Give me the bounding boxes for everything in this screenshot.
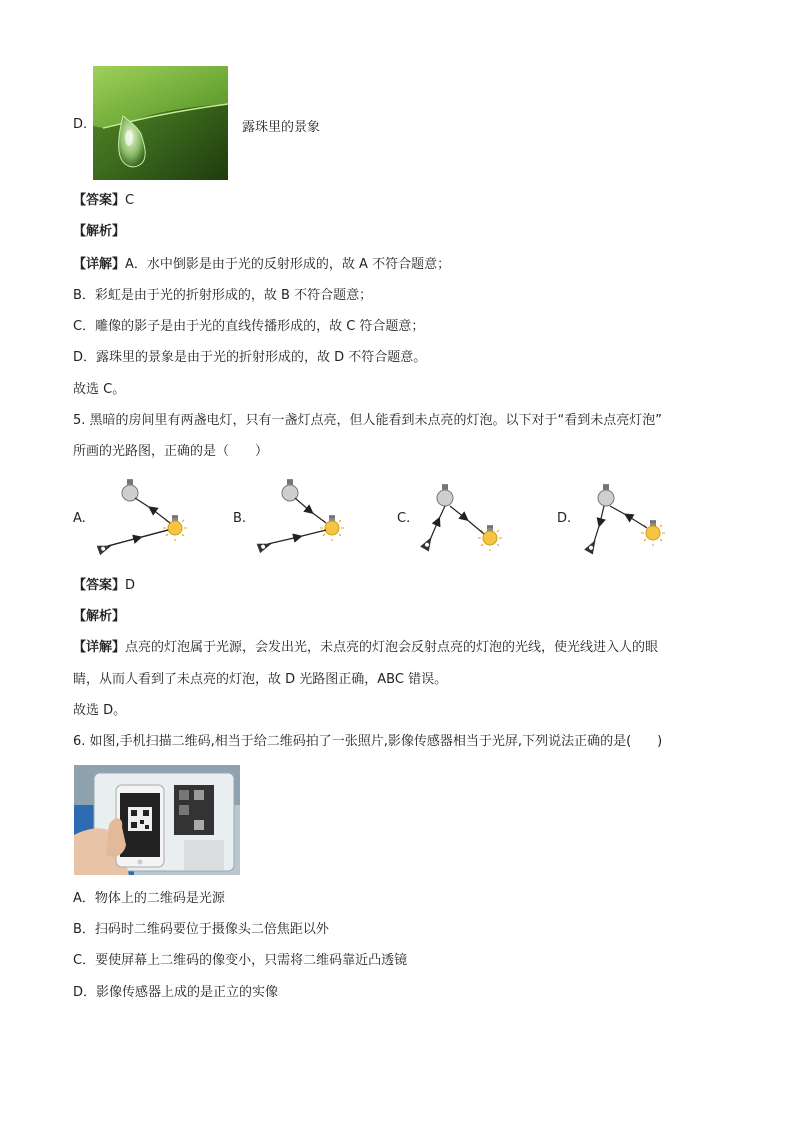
q6-stem: 6. 如图,手机扫描二维码,相当于给二维码拍了一张照片,影像传感器相当于光屏,下列说法正确的是( ): [73, 734, 663, 749]
q6-option-c: C．要使屏幕上二维码的像变小，只需将二维码靠近凸透镜: [73, 953, 408, 968]
q6-option-d: D．影像传感器上成的是正立的实像: [73, 985, 279, 1000]
q5-option-a-label: A.: [73, 511, 86, 526]
dew-drop-photo: [93, 66, 228, 180]
q4-analysis-tag: [73, 223, 125, 241]
detail-tag: 【详解】: [73, 640, 126, 655]
q4-answer: [73, 192, 134, 210]
answer-tag: 【答案】: [73, 578, 126, 593]
light-path-diagrams: [90, 478, 690, 558]
detail-tag: 【详解】: [73, 257, 126, 272]
qr-scan-photo: [74, 765, 240, 875]
option-d-caption: 露珠里的景象: [242, 120, 321, 135]
q4-detail-line-4: D．露珠里的景象是由于光的折射形成的，故 D 不符合题意。: [73, 350, 427, 365]
q4-detail-line-2: B．彩虹是由于光的折射形成的，故 B 不符合题意；: [73, 288, 373, 303]
diagram-d: [584, 484, 665, 555]
q5-stem-line-2: 所画的光路图，正确的是（ ）: [73, 444, 269, 459]
q5-detail-line-1: [73, 639, 658, 657]
q5-answer: [73, 577, 135, 595]
q5-analysis-tag: [73, 608, 125, 626]
detail-text: 点亮的灯泡属于光源，会发出光，未点亮的灯泡会反射点亮的灯泡的光线，使光线进入人的眼: [125, 640, 659, 655]
q5-detail-line-2: 睛，从而人看到了未点亮的灯泡，故 D 光路图正确，ABC 错误。: [73, 672, 448, 687]
diagram-a: [97, 479, 187, 555]
diagram-b: [257, 479, 344, 553]
q6-option-a: A．物体上的二维码是光源: [73, 891, 225, 906]
q5-option-d-label: D.: [557, 511, 572, 526]
q5-option-c-label: C.: [397, 511, 411, 526]
answer-value: C: [125, 193, 135, 208]
q5-stem-line-1: 5. 黑暗的房间里有两盏电灯，只有一盏灯点亮，但人能看到未点亮的灯泡。以下对于“看到未点亮灯泡”: [73, 413, 663, 428]
q5-conclusion: 故选 D。: [73, 703, 127, 718]
q4-conclusion: 故选 C。: [73, 382, 126, 397]
q4-detail-line-1: [73, 256, 450, 274]
analysis-tag: 【解析】: [73, 224, 126, 239]
q4-detail-line-3: C．雕像的影子是由于光的直线传播形成的，故 C 符合题意；: [73, 319, 425, 334]
q6-option-b: B．扫码时二维码要位于摄像头二倍焦距以外: [73, 922, 329, 937]
answer-tag: 【答案】: [73, 193, 126, 208]
analysis-tag: 【解析】: [73, 609, 126, 624]
option-d-letter: D.: [73, 117, 88, 132]
detail-text: A．水中倒影是由于光的反射形成的，故 A 不符合题意；: [125, 257, 451, 272]
diagram-c: [420, 484, 502, 552]
answer-value: D: [125, 578, 136, 593]
q5-option-b-label: B.: [233, 511, 247, 526]
